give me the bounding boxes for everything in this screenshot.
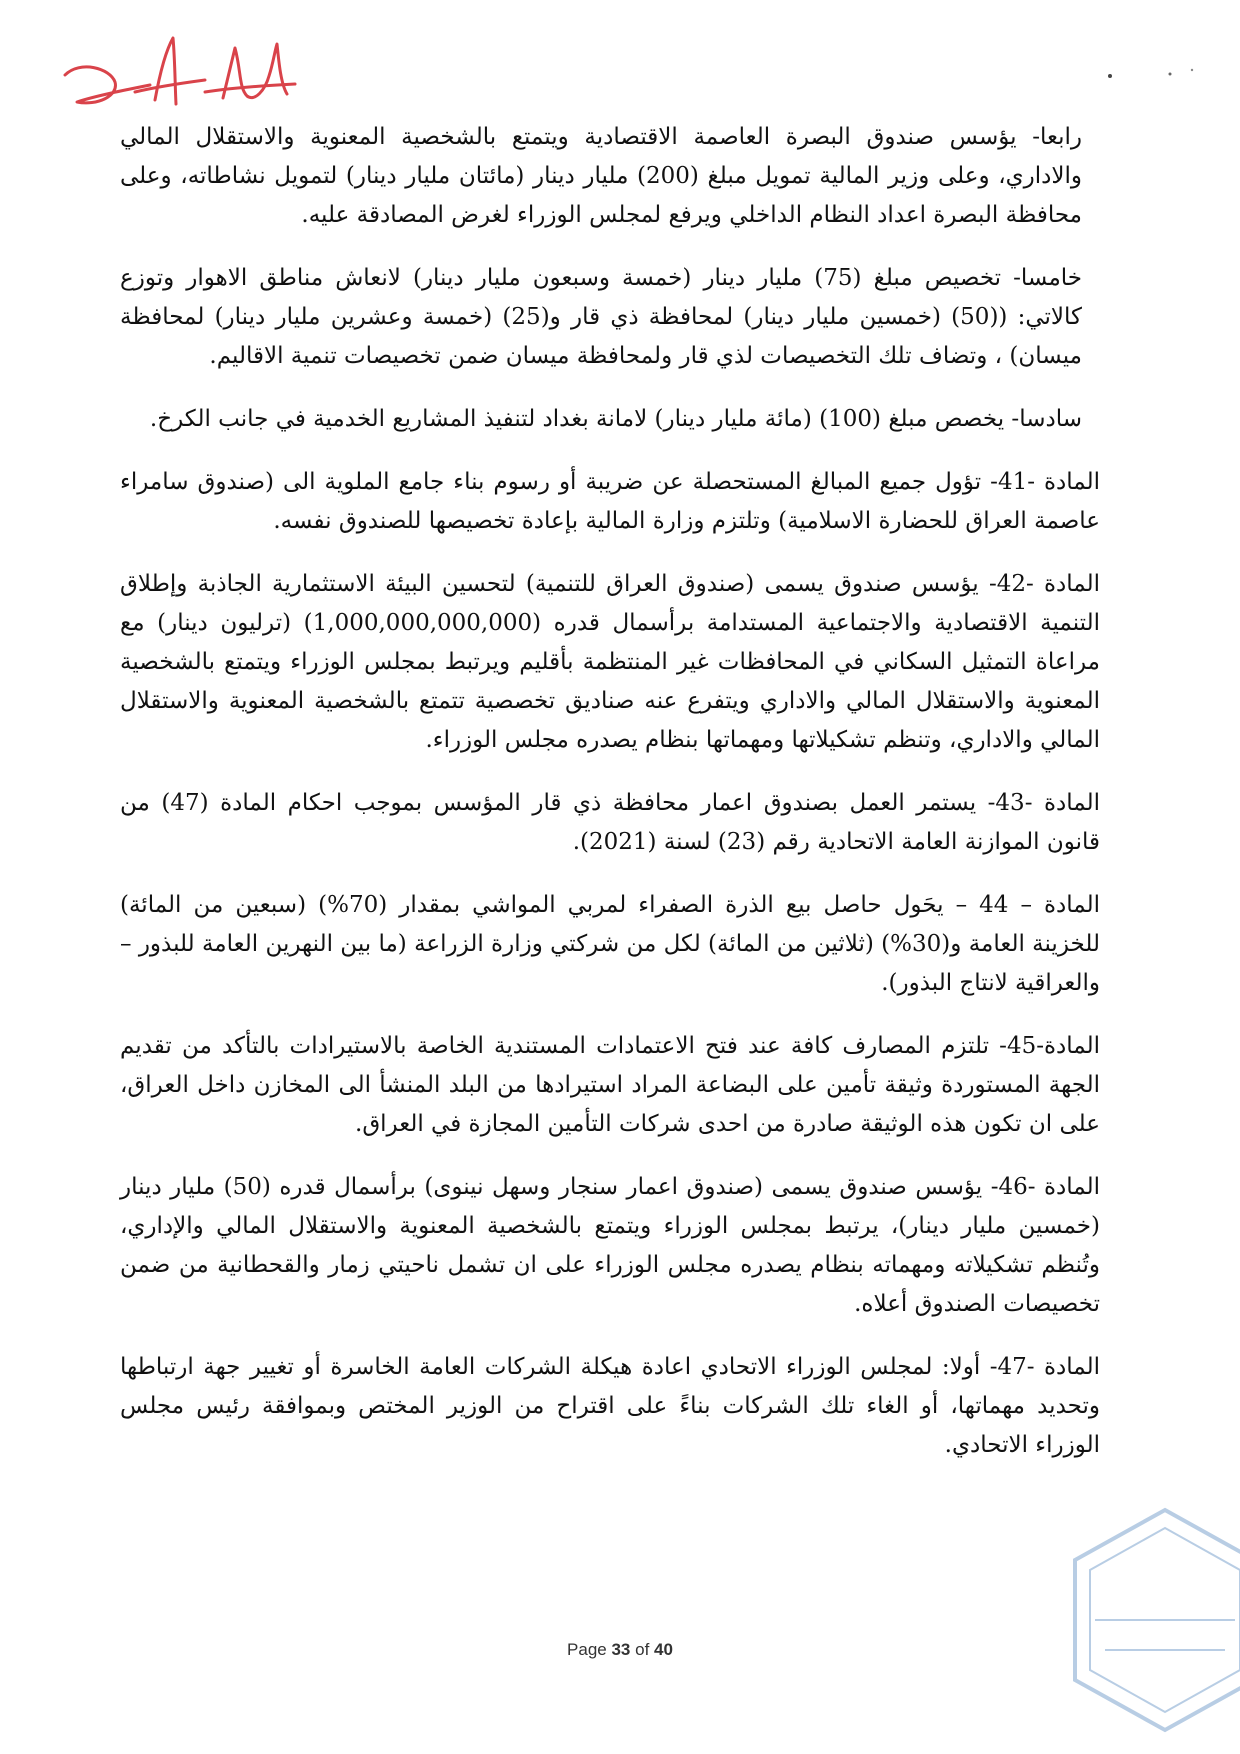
page-prefix: Page xyxy=(567,1640,607,1659)
handwritten-signature xyxy=(55,30,305,125)
clause-fifth: خامسا- تخصيص مبلغ (75) مليار دينار (خمسة وسبعون مليار دينار) لانعاش مناطق الاهوار وتوزع كالاتي: ((50) (خمسين مليار دينار) لمحافظة ذي قار و(25) (خمسة وعشرين مليار دينار) لمحافظة ميسان) ، وتضاف تلك التخصيصات لذي قار ولمحافظة ميسان ضمن تخصيصات تنمية الاقاليم. xyxy=(120,265,1083,369)
article-42: المادة -42- يؤسس صندوق يسمى (صندوق العراق للتنمية) لتحسين البيئة الاستثمارية الجاذبة وإطلاق التنمية الاقتصادية والاجتماعية المستدامة برأسمال قدره (1,000,000,000,000) (ترليون دينار) مع مراعاة التمثيل السكاني في المحافظات غير المنتظمة بأقليم ويرتبط بمجلس الوزراء ويتمتع بالشخصية المعنوية والاستقلال المالي والاداري ويتفرع عنه صناديق تخصصية تتمتع بالشخصية المعنوية والاستقلال المالي والاداري، وتنظم تشكيلاتها ومهماتها بنظام يصدره مجلس الوزراء. xyxy=(120,571,1100,753)
article-47: المادة -47- أولا: لمجلس الوزراء الاتحادي اعادة هيكلة الشركات العامة الخاسرة أو تغيير جهة ارتباطها وتحديد مهماتها، أو الغاء تلك الشركات بناءً على اقتراح من الوزير المختص وبموافقة رئيس مجلس الوزراء الاتحادي. xyxy=(120,1354,1101,1458)
page-of: of xyxy=(635,1640,650,1659)
article-43: المادة -43- يستمر العمل بصندوق اعمار محافظة ذي قار المؤسس بموجب احكام المادة (47) من قانون الموازنة العامة الاتحادية رقم (23) لسنة (2021). xyxy=(120,790,1100,855)
article-41: المادة -41- تؤول جميع المبالغ المستحصلة عن ضريبة أو رسوم بناء جامع الملوية الى (صندوق سامراء عاصمة العراق للحضارة الاسلامية) وتلتزم وزارة المالية بإعادة تخصيصها للصندوق نفسه. xyxy=(120,469,1101,534)
clause-fourth: رابعا- يؤسس صندوق البصرة العاصمة الاقتصادية ويتمتع بالشخصية المعنوية والاستقلال المالي والاداري، وعلى وزير المالية تمويل مبلغ (200) مليار دينار (مائتان مليار دينار) لتمويل نشاطاته، وعلى محافظة البصرة اعداد النظام الداخلي ويرفع لمجلس الوزراء لغرض المصادقة عليه. xyxy=(120,124,1082,228)
page-number: 33 xyxy=(611,1640,631,1659)
page-footer xyxy=(0,1640,1240,1660)
document-body xyxy=(120,118,1100,1489)
official-stamp xyxy=(1055,1500,1240,1740)
article-45: المادة-45- تلتزم المصارف كافة عند فتح الاعتمادات المستندية الخاصة بالاستيرادات بالتأكد من تقديم الجهة المستوردة وثيقة تأمين على البضاعة المراد استيرادها من البلد المنشأ الى المخازن داخل العراق، على ان تكون هذه الوثيقة صادرة من احدى شركات التأمين المجازة في العراق. xyxy=(120,1033,1100,1137)
scan-marks xyxy=(1100,62,1200,82)
article-44: المادة – 44 – يحَول حاصل بيع الذرة الصفراء لمربي المواشي بمقدار (70%) (سبعين من المائة) للخزينة العامة و(30%) (ثلاثين من المائة) لكل من شركتي وزارة الزراعة (ما بين النهرين العامة للبذور – والعراقية لانتاج البذور). xyxy=(120,892,1100,996)
page-total: 40 xyxy=(654,1640,673,1659)
clause-sixth: سادسا- يخصص مبلغ (100) (مائة مليار دينار) لامانة بغداد لتنفيذ المشاريع الخدمية في جانب الكرخ. xyxy=(149,406,1082,432)
article-46: المادة -46- يؤسس صندوق يسمى (صندوق اعمار سنجار وسهل نينوى) برأسمال قدره (50) مليار دينار (خمسين مليار دينار)، يرتبط بمجلس الوزراء ويتمتع بالشخصية المعنوية والاستقلال المالي والإداري، وتُنظم تشكيلاته ومهماته بنظام يصدره مجلس الوزراء على ان تشمل ناحيتي زمار والقحطانية من ضمن تخصيصات الصندوق أعلاه. xyxy=(120,1174,1101,1317)
